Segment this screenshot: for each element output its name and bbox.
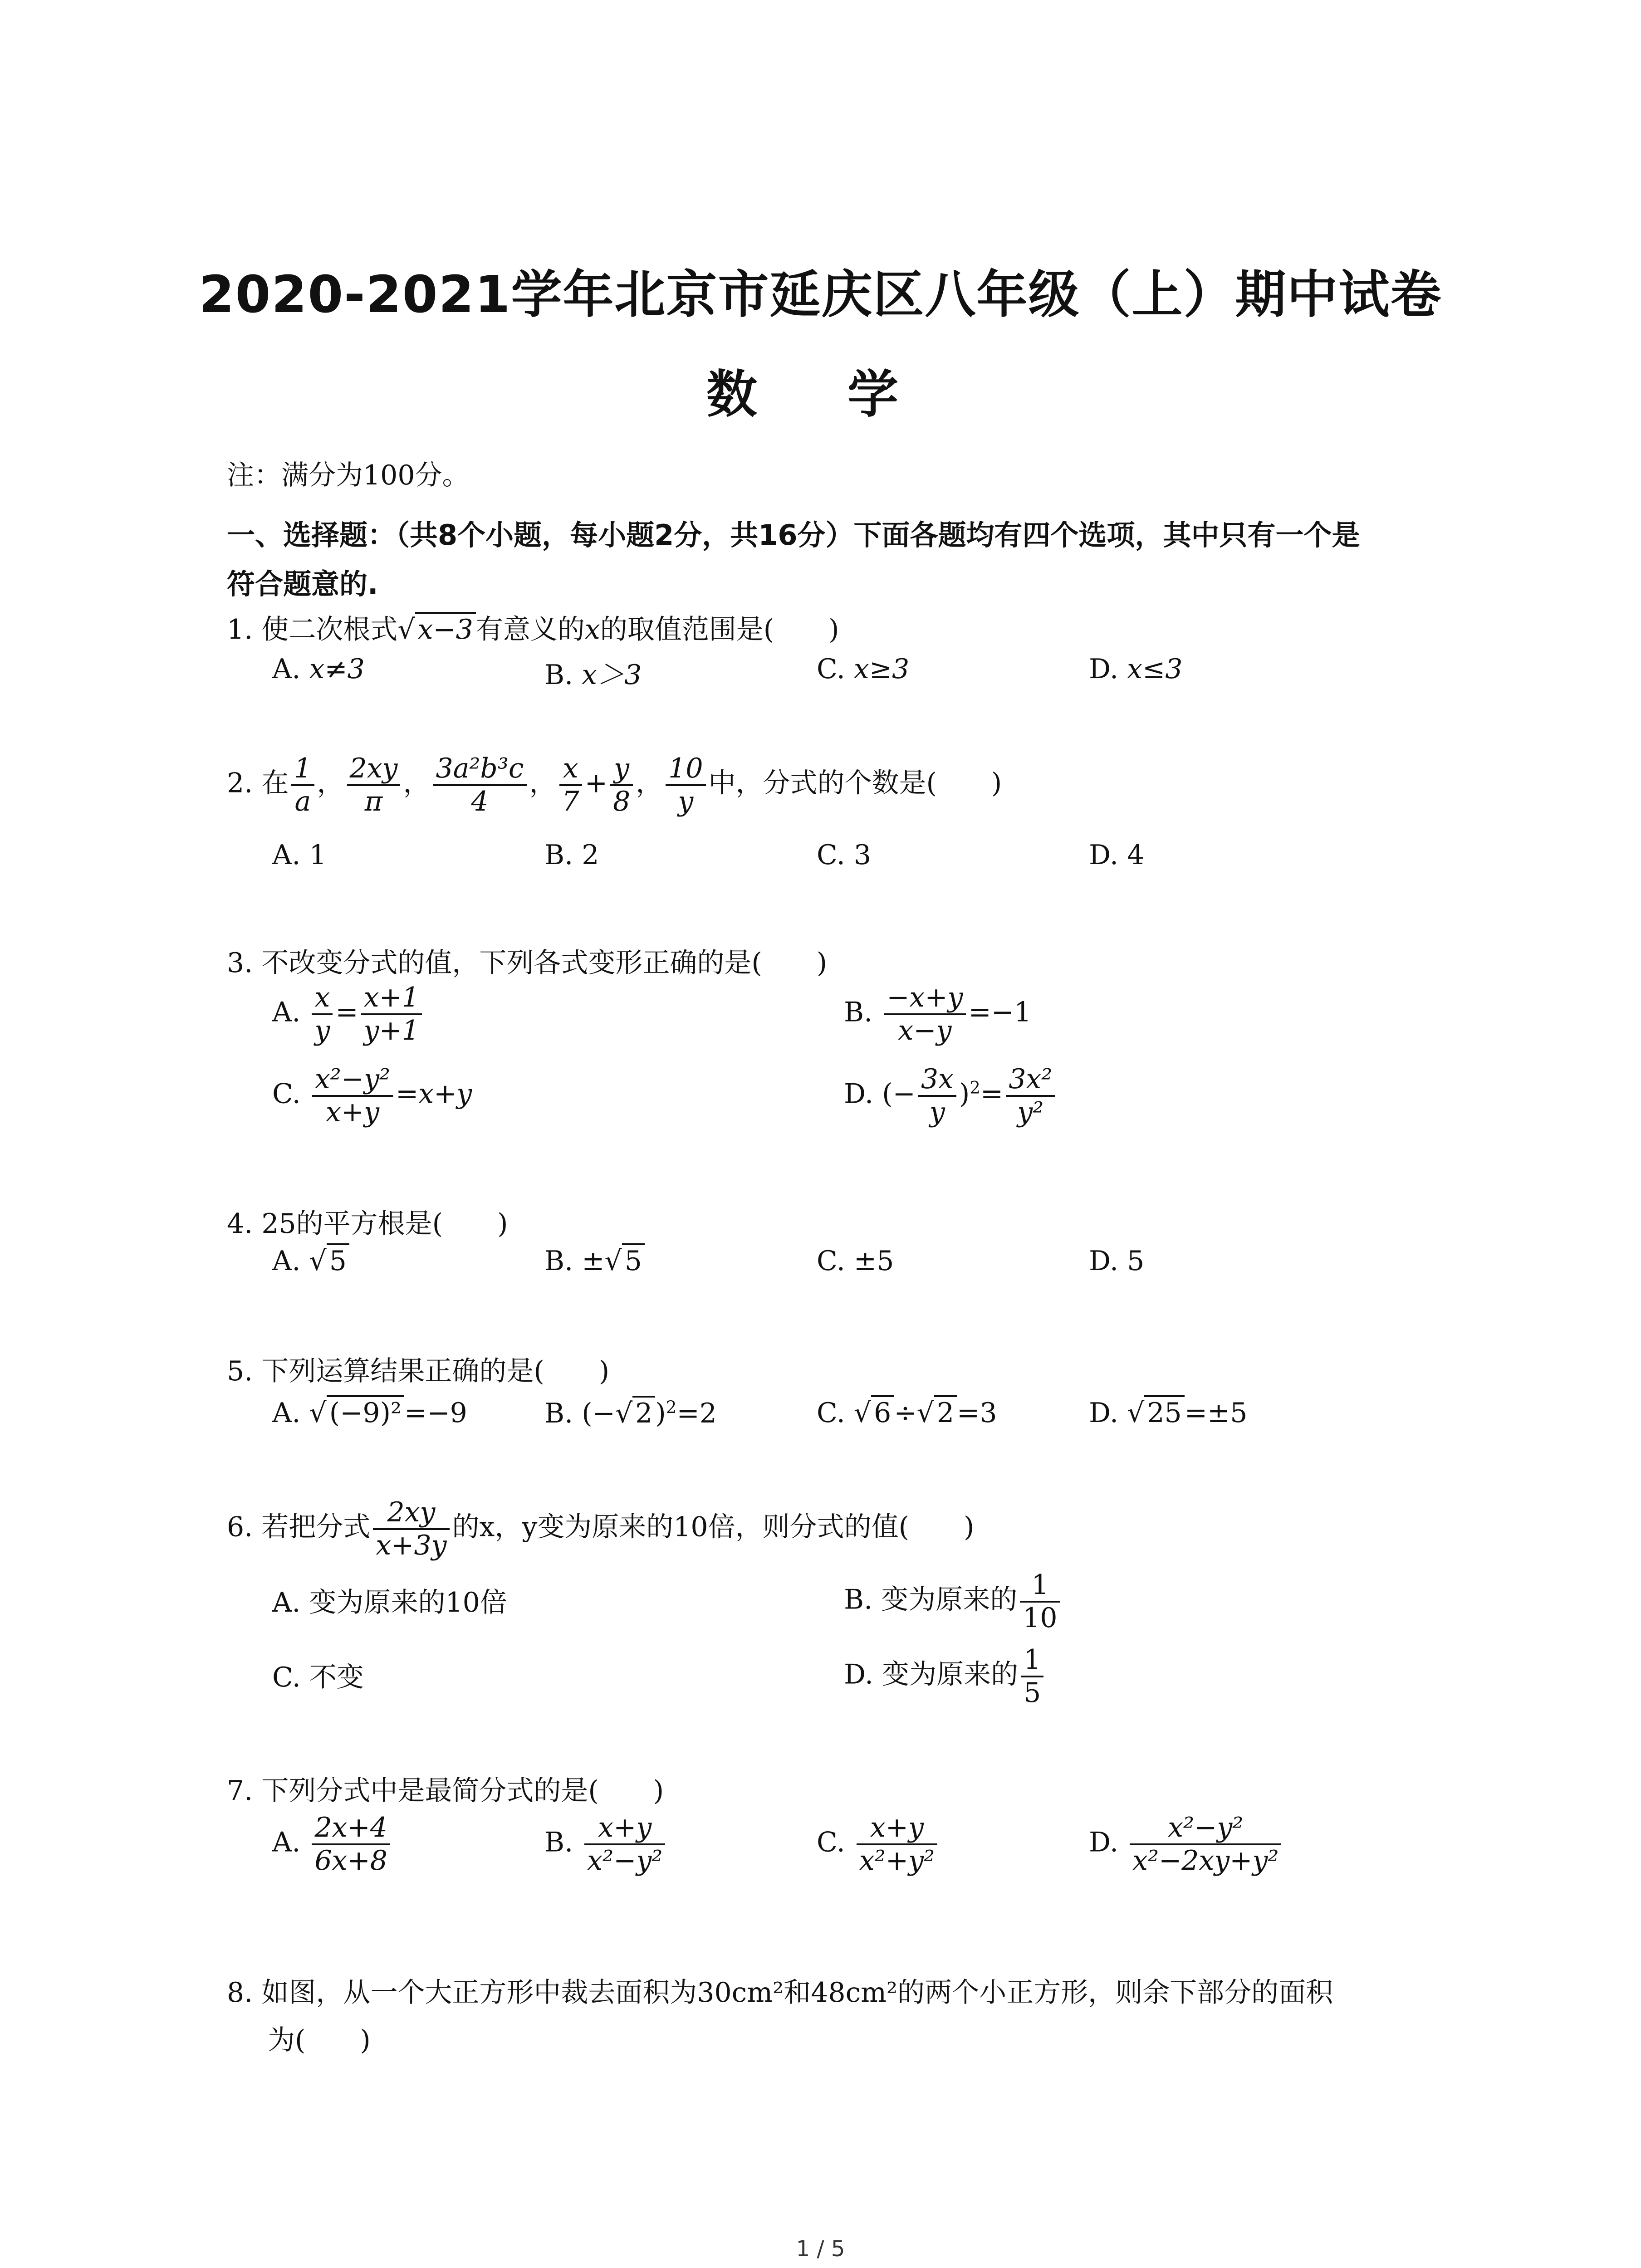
question-7-stem: 7. 下列分式中是最简分式的是( )	[227, 1775, 664, 1807]
exam-subject: 数 学	[706, 365, 935, 424]
question-7-option-a[interactable]: A. $\frac{2x+4}{6x+8}$	[272, 1812, 393, 1877]
question-6-option-c[interactable]: C. 不变	[272, 1662, 364, 1693]
question-2-stem: 2. 在 $\frac{1}{a}$ ， $\frac{2xy}{\pi}$ ， $\frac{\text{3a²b³c}}{4}$ ， $\frac{x}{7}$ + $\frac{y}{8}$ ， $\frac{10}{y}$ 中，分式的个数是( )	[227, 753, 1002, 817]
question-5-option-b[interactable]: B. (−√ 2 )$^2$=2	[544, 1397, 717, 1429]
question-5-option-c[interactable]: C. √ 6 ÷√ 2 =3	[817, 1397, 997, 1429]
section-heading-line2: 符合题意的.	[227, 567, 378, 601]
section-heading-line1: 一、选择题：（共8个小题，每小题2分，共16分）下面各题均有四个选项，其中只有一个是	[227, 518, 1360, 552]
fraction: $\frac{1}{a}$	[291, 753, 314, 817]
question-1-option-b[interactable]: B. x＞3	[544, 659, 642, 691]
question-4-option-c[interactable]: C. ±5	[817, 1245, 894, 1277]
question-8-stem-line1: 8. 如图，从一个大正方形中裁去面积为30cm²和48cm²的两个小正方形，则余下部分的面积	[227, 1977, 1333, 2009]
fraction: $\frac{x}{7}$	[559, 753, 582, 817]
question-3-option-c[interactable]: C. $\frac{\text{x²−y²}}{x+y}$ =x+y	[272, 1063, 472, 1128]
question-5-stem: 5. 下列运算结果正确的是( )	[227, 1355, 610, 1387]
question-1-option-a[interactable]: A. x≠3	[272, 653, 365, 685]
question-2-option-b[interactable]: B. 2	[544, 839, 599, 871]
question-2-option-d[interactable]: D. 4	[1089, 839, 1145, 871]
question-3-option-a[interactable]: A. $\frac{x}{y}$ = $\frac{x+1}{y+1}$	[272, 982, 425, 1046]
question-5-option-d[interactable]: D. √ 25 =±5	[1089, 1397, 1247, 1429]
question-4-option-a[interactable]: A. √ 5	[272, 1245, 349, 1277]
question-8-stem-line2: 为( )	[268, 2024, 371, 2056]
exam-title: 2020-2021学年北京市延庆区八年级（上）期中试卷	[199, 265, 1442, 324]
fraction: $\frac{\text{3a²b³c}}{4}$	[433, 753, 526, 817]
question-7-option-b[interactable]: B. $\frac{x+y}{\text{x²−y²}}$	[544, 1812, 668, 1877]
question-7-option-d[interactable]: D. $\frac{\text{x²−y²}}{\text{x²−2xy+y²}}$	[1089, 1812, 1284, 1877]
question-3-option-b[interactable]: B. $\frac{-x+y}{x-y}$ =−1	[844, 982, 1032, 1046]
question-7-option-c[interactable]: C. $\frac{x+y}{\text{x²+y²}}$	[817, 1812, 940, 1877]
question-1-option-c[interactable]: C. x≥3	[817, 653, 910, 685]
fraction: $\frac{2xy}{\pi}$	[347, 753, 401, 817]
sqrt-expression: √ x−3	[397, 614, 476, 645]
question-6-option-d[interactable]: D. 变为原来的 $\frac{1}{5}$	[844, 1644, 1046, 1709]
question-1-option-d[interactable]: D. x≤3	[1089, 653, 1183, 685]
question-6-option-b[interactable]: B. 变为原来的 $\frac{1}{10}$	[844, 1569, 1063, 1634]
question-5-option-a[interactable]: A. √ (−9)² =−9	[272, 1397, 467, 1429]
question-6-stem: 6. 若把分式 $\frac{2xy}{x+3y}$ 的x，y变为原来的10倍，则分式的值( )	[227, 1496, 975, 1561]
question-1-stem: 1. 使二次根式√ x−3 有意义的x的取值范围是( )	[227, 608, 839, 647]
fraction: $\frac{10}{y}$	[666, 753, 705, 817]
question-2-option-a[interactable]: A. 1	[272, 839, 327, 871]
question-2-option-c[interactable]: C. 3	[817, 839, 872, 871]
fraction: $\frac{y}{8}$	[610, 753, 633, 817]
question-6-option-a[interactable]: A. 变为原来的10倍	[272, 1587, 507, 1618]
question-4-option-b[interactable]: B. ±√ 5	[544, 1245, 645, 1277]
exam-note: 注：满分为100分。	[227, 459, 470, 491]
question-4-stem: 4. 25的平方根是( )	[227, 1208, 508, 1240]
question-4-option-d[interactable]: D. 5	[1089, 1245, 1145, 1277]
question-3-option-d[interactable]: D. (− $\frac{3x}{y}$ )$^2$= $\frac{\text{3x²}}{\text{y²}}$	[844, 1064, 1058, 1128]
page-number: 1 / 5	[796, 2236, 845, 2262]
question-3-stem: 3. 不改变分式的值，下列各式变形正确的是( )	[227, 947, 828, 979]
fraction: $\frac{2xy}{x+3y}$	[373, 1497, 449, 1561]
